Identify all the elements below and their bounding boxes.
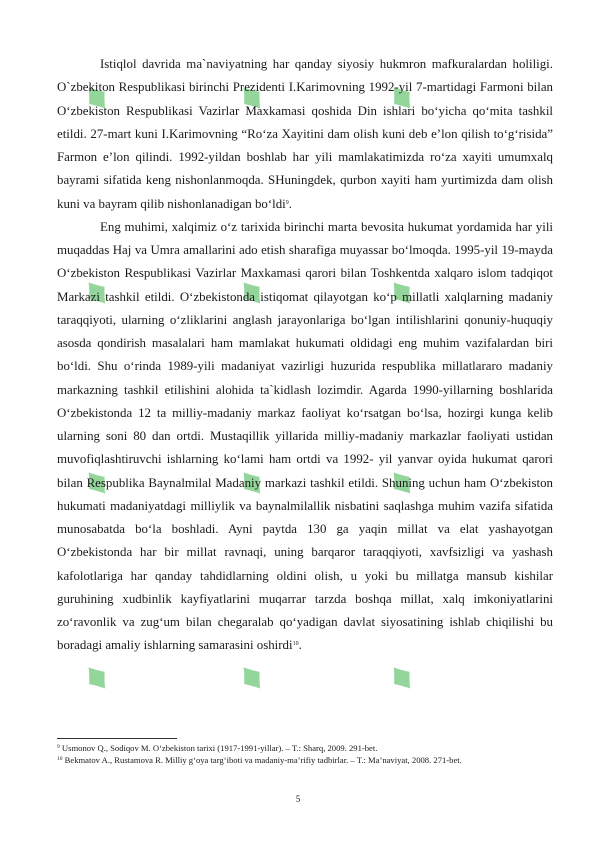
watermark-logo: ♦: [226, 650, 275, 703]
watermark-logo: ♦: [376, 455, 425, 508]
footnote-divider: [57, 738, 177, 739]
paragraph-end: .: [288, 196, 292, 211]
watermark-logo: ♦: [226, 265, 275, 318]
watermark-logo: ♦: [71, 650, 120, 703]
page-number: 5: [295, 794, 301, 804]
footnote: [57, 742, 553, 754]
watermark-logo: ♦: [71, 70, 120, 123]
footnote-ref: 10: [292, 641, 299, 648]
footnote-ref: 9: [285, 199, 289, 206]
footnotes: [57, 742, 553, 766]
paragraph-text: Eng muhimi, xalqimiz o‘z tarixida birinchi marta bevosita hukumat yordamida har yili muqaddas Haj va Umra amallarini ado etish sharafiga muyassar bo‘lmoqda. 1995-yil 19-mayda O‘zbekiston Respublikasi Vazirlar Maxkamasi qarori bilan Toshkentda xalqaro islom tadqiqot Markazi tashkil etildi. O‘zbekistonda istiqomat qilayotgan ko‘p millatli xalqlarning madaniy taraqqiyoti, ularning o‘zliklarini anglash jarayonlariga bo‘lgan intilishlarini qonuniy-huquqiy asosda qondirish masalalari ham mamlakat hukumati oldidagi eng muhim vazifalardan biri bo‘ldi. Shu o‘rinda 1989-yili madaniyat vazirligi huzurida respublika millatlararo madaniy markazning tashkil etilishini alohida ta`kidlash lozimdir. Agarda 1990-yillarning boshlarida O‘zbekistonda 12 ta milliy-madaniy markaz faoliyat ko‘rsatgan bo‘lsa, hozirgi kunga kelib ularning soni 80 dan ortdi. Mustaqillik yillarida milliy-madaniy markazlar faoliyati ustidan muvofiqlashtiruvchi ishlarning ko‘lami ham ortdi va 1992- yil yanvar oyida hukumat qarori bilan Respublika Baynalmilal Madaniy markazi tashkil etildi. Shuning uchun ham O‘zbekiston hukumati madaniyatdagi milliylik va baynalmilallik nisbatini saqlashga muhim vazifa sifatida munosabatda bo‘la boshladi. Ayni paytda 130 ga yaqin millat va elat yashayotgan O‘zbekistonda har bir millat ravnaqi, uning barqaror taraqqiyoti, xavfsizligi va yashash kafolotlariga har qanday tahdidlarning oldini olish, u yoki bu millatga mansub kishilar guruhining xudbinlik kayfiyatlarini muqarrar tarzda boshqa millat, xalq imkoniyatlarini zo‘ravonlik va zug‘um bilan chegaralab qo‘yadigan davlat siyosatining ishlab chiqilishi bu boradagi amaliy ishlarning samarasini oshirdi: [57, 219, 553, 653]
footnote-number: 9: [57, 744, 60, 750]
paragraph: [57, 216, 553, 658]
watermark-logo: ♦: [71, 455, 120, 508]
watermark-logo: ♦: [376, 265, 425, 318]
watermark-logo: ♦: [226, 455, 275, 508]
paragraph-text: Istiqlol davrida ma`naviyatning har qanday siyosiy hukmron mafkuralardan holiligi. O`zbekiton Respublikasi birinchi Prezidenti I.Karimovning 1992-yil 7-martidagi Farmoni bilan O‘zbekiston Respublikasi Vazirlar Maxkamasi qoshida Din ishlari bo‘yicha qo‘mita tashkil etildi. 27-mart kuni I.Karimovning “Ro‘za Xayitini dam olish kuni deb e’lon qilish to‘g‘risida” Farmon e’lon qilindi. 1992-yildan boshlab har yili mamlakatimizda ro‘za xayiti umumxalq bayrami sifatida keng nishonlanmoqda. SHuningdek, qurbon xayiti ham yurtimizda dam olish kuni va bayram qilib nishonlanadigan bo‘ldi: [57, 57, 553, 211]
footnote: [57, 754, 553, 766]
watermark-logo: ♦: [71, 265, 120, 318]
footnote-number: 10: [57, 756, 63, 762]
paragraph: [57, 53, 553, 216]
watermark-logo: ♦: [376, 650, 425, 703]
footnote-text: Usmonov Q., Sodiqov M. O‘zbekiston tarixi (1917-1991-yillar). – T.: Sharq, 2009. 291-bet.: [61, 743, 378, 753]
footnote-text: Bekmatov A., Rustamova R. Milliy g‘oya targ‘iboti va madaniy-ma’rifiy tadbirlar. – T.: Ma’naviyat, 2008. 271-bet.: [64, 755, 462, 765]
body-text: [57, 53, 553, 658]
watermark-logo: ♦: [226, 70, 275, 123]
watermark-logo: ♦: [376, 70, 425, 123]
paragraph-end: .: [298, 638, 302, 653]
